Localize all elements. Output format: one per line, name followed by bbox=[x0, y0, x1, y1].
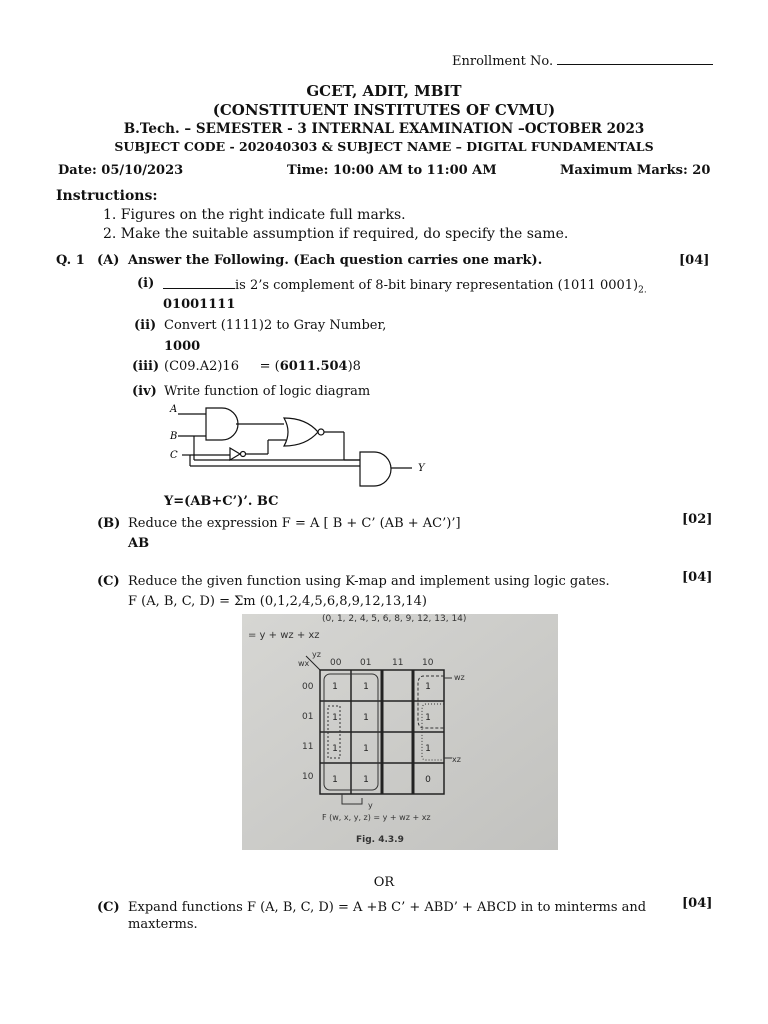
kmap-label-wz: wz bbox=[454, 673, 465, 682]
kmap-row-header: 01 bbox=[302, 712, 314, 722]
exam-title: B.Tech. – SEMESTER - 3 INTERNAL EXAMINATION –OCTOBER 2023 bbox=[123, 121, 645, 137]
part-b-label: (B) bbox=[97, 516, 121, 531]
item-iii-answer: 6011.504 bbox=[279, 359, 348, 374]
kmap-top-partial: (0, 1, 2, 4, 5, 6, 8, 9, 12, 13, 14) bbox=[322, 614, 467, 624]
kmap-cell: 1 bbox=[332, 775, 338, 785]
kmap-row-header: 10 bbox=[302, 772, 314, 782]
enrollment-label: Enrollment No. bbox=[452, 54, 554, 69]
part-c-marks: [04] bbox=[682, 570, 713, 585]
item-ii-text: Convert (1111)2 to Gray Number, bbox=[164, 318, 387, 333]
part-a-label: (A) bbox=[97, 253, 120, 268]
nor-gate bbox=[284, 418, 318, 446]
instruction-item: 2. Make the suitable assumption if required, do specify the same. bbox=[103, 226, 569, 242]
kmap-photo bbox=[242, 614, 558, 850]
part-c-label: (C) bbox=[97, 574, 120, 589]
kmap-figure bbox=[242, 614, 558, 850]
item-iv-text: Write function of logic diagram bbox=[164, 384, 371, 399]
enrollment-field bbox=[452, 52, 713, 69]
or-separator: OR bbox=[373, 875, 395, 890]
kmap-cell: 1 bbox=[425, 682, 431, 692]
question-number: Q. 1 bbox=[56, 253, 85, 268]
part-b-answer: AB bbox=[128, 536, 150, 551]
part-a-title: Answer the Following. (Each question carries one mark). bbox=[128, 253, 543, 268]
item-iii-label: (iii) bbox=[132, 359, 160, 374]
item-i-question bbox=[163, 276, 647, 296]
item-iii-post: )8 bbox=[347, 359, 361, 374]
part-a-marks: [04] bbox=[679, 253, 710, 268]
kmap-function-line: F (w, x, y, z) = y + wz + xz bbox=[322, 813, 431, 822]
and-gate-2 bbox=[360, 452, 391, 486]
part-c-alt-label: (C) bbox=[97, 900, 120, 915]
kmap-col-header: 10 bbox=[422, 658, 434, 668]
enrollment-blank bbox=[557, 52, 713, 65]
institutes-title: GCET, ADIT, MBIT bbox=[306, 82, 462, 100]
input-c-label: C bbox=[170, 450, 178, 461]
exam-time: Time: 10:00 AM to 11:00 AM bbox=[287, 163, 497, 178]
output-y-label: Y bbox=[418, 463, 425, 474]
max-marks: Maximum Marks: 20 bbox=[560, 163, 711, 178]
instructions-title: Instructions: bbox=[56, 188, 158, 204]
item-i-text: is 2’s complement of 8-bit binary representation (1011 0001) bbox=[235, 278, 639, 293]
item-iv-label: (iv) bbox=[132, 384, 157, 399]
kmap-col-header: 01 bbox=[360, 658, 372, 668]
kmap-cell: 1 bbox=[363, 713, 369, 723]
constituent-title: (CONSTITUENT INSTITUTES OF CVMU) bbox=[212, 101, 556, 119]
kmap-col-header: 11 bbox=[392, 658, 404, 668]
part-c-alt-text-line2: maxterms. bbox=[128, 917, 198, 932]
answer-blank bbox=[163, 276, 235, 289]
kmap-cell: 1 bbox=[363, 744, 369, 754]
kmap-row-header: 00 bbox=[302, 682, 314, 692]
part-b-marks: [02] bbox=[682, 512, 713, 527]
and-gate-1 bbox=[206, 408, 238, 440]
kmap-label-xz: xz bbox=[452, 755, 461, 764]
item-iii-text bbox=[164, 359, 361, 374]
part-c-function: F (A, B, C, D) = Σm (0,1,2,4,5,6,8,9,12,13,14) bbox=[128, 594, 428, 609]
kmap-result-line: = y + wz + xz bbox=[248, 630, 320, 641]
part-c-alt-marks: [04] bbox=[682, 896, 713, 911]
kmap-cell: 1 bbox=[363, 775, 369, 785]
kmap-cell: 1 bbox=[425, 713, 431, 723]
kmap-label-y: y bbox=[368, 801, 373, 810]
part-c-text: Reduce the given function using K-map and implement using logic gates. bbox=[128, 574, 610, 589]
item-iii-pre: (C09.A2)16 = ( bbox=[164, 359, 280, 374]
kmap-cell: 1 bbox=[363, 682, 369, 692]
instruction-item: 1. Figures on the right indicate full marks. bbox=[103, 207, 406, 223]
kmap-corner-col: yz bbox=[312, 650, 321, 659]
part-b-text: Reduce the expression F = A [ B + C’ (AB + AC’)’] bbox=[128, 516, 461, 531]
item-i-label: (i) bbox=[137, 276, 155, 291]
kmap-cell: 1 bbox=[425, 744, 431, 754]
input-a-label: A bbox=[170, 404, 178, 415]
subject-title: SUBJECT CODE - 202040303 & SUBJECT NAME – DIGITAL FUNDAMENTALS bbox=[114, 139, 654, 154]
item-iv-answer: Y=(AB+C’)’. BC bbox=[164, 494, 279, 509]
exam-date: Date: 05/10/2023 bbox=[58, 163, 184, 178]
logic-diagram bbox=[160, 398, 440, 490]
kmap-row-header: 11 bbox=[302, 742, 314, 752]
item-i-answer: 01001111 bbox=[163, 297, 236, 312]
part-c-alt-text-line1: Expand functions F (A, B, C, D) = A +B C’ + ABD’ + ABCD in to minterms and bbox=[128, 900, 647, 915]
kmap-fig-caption: Fig. 4.3.9 bbox=[356, 835, 404, 845]
kmap-cell: 1 bbox=[332, 682, 338, 692]
input-b-label: B bbox=[170, 431, 178, 442]
kmap-col-header: 00 bbox=[330, 658, 342, 668]
kmap-cell: 0 bbox=[425, 775, 431, 785]
kmap-cell: 1 bbox=[332, 713, 338, 723]
kmap-corner-row: wx bbox=[298, 659, 310, 668]
item-i-base: 2. bbox=[638, 285, 647, 296]
item-ii-answer: 1000 bbox=[164, 339, 201, 354]
kmap-cell: 1 bbox=[332, 744, 338, 754]
item-ii-label: (ii) bbox=[134, 318, 157, 333]
not-gate bbox=[230, 448, 240, 460]
